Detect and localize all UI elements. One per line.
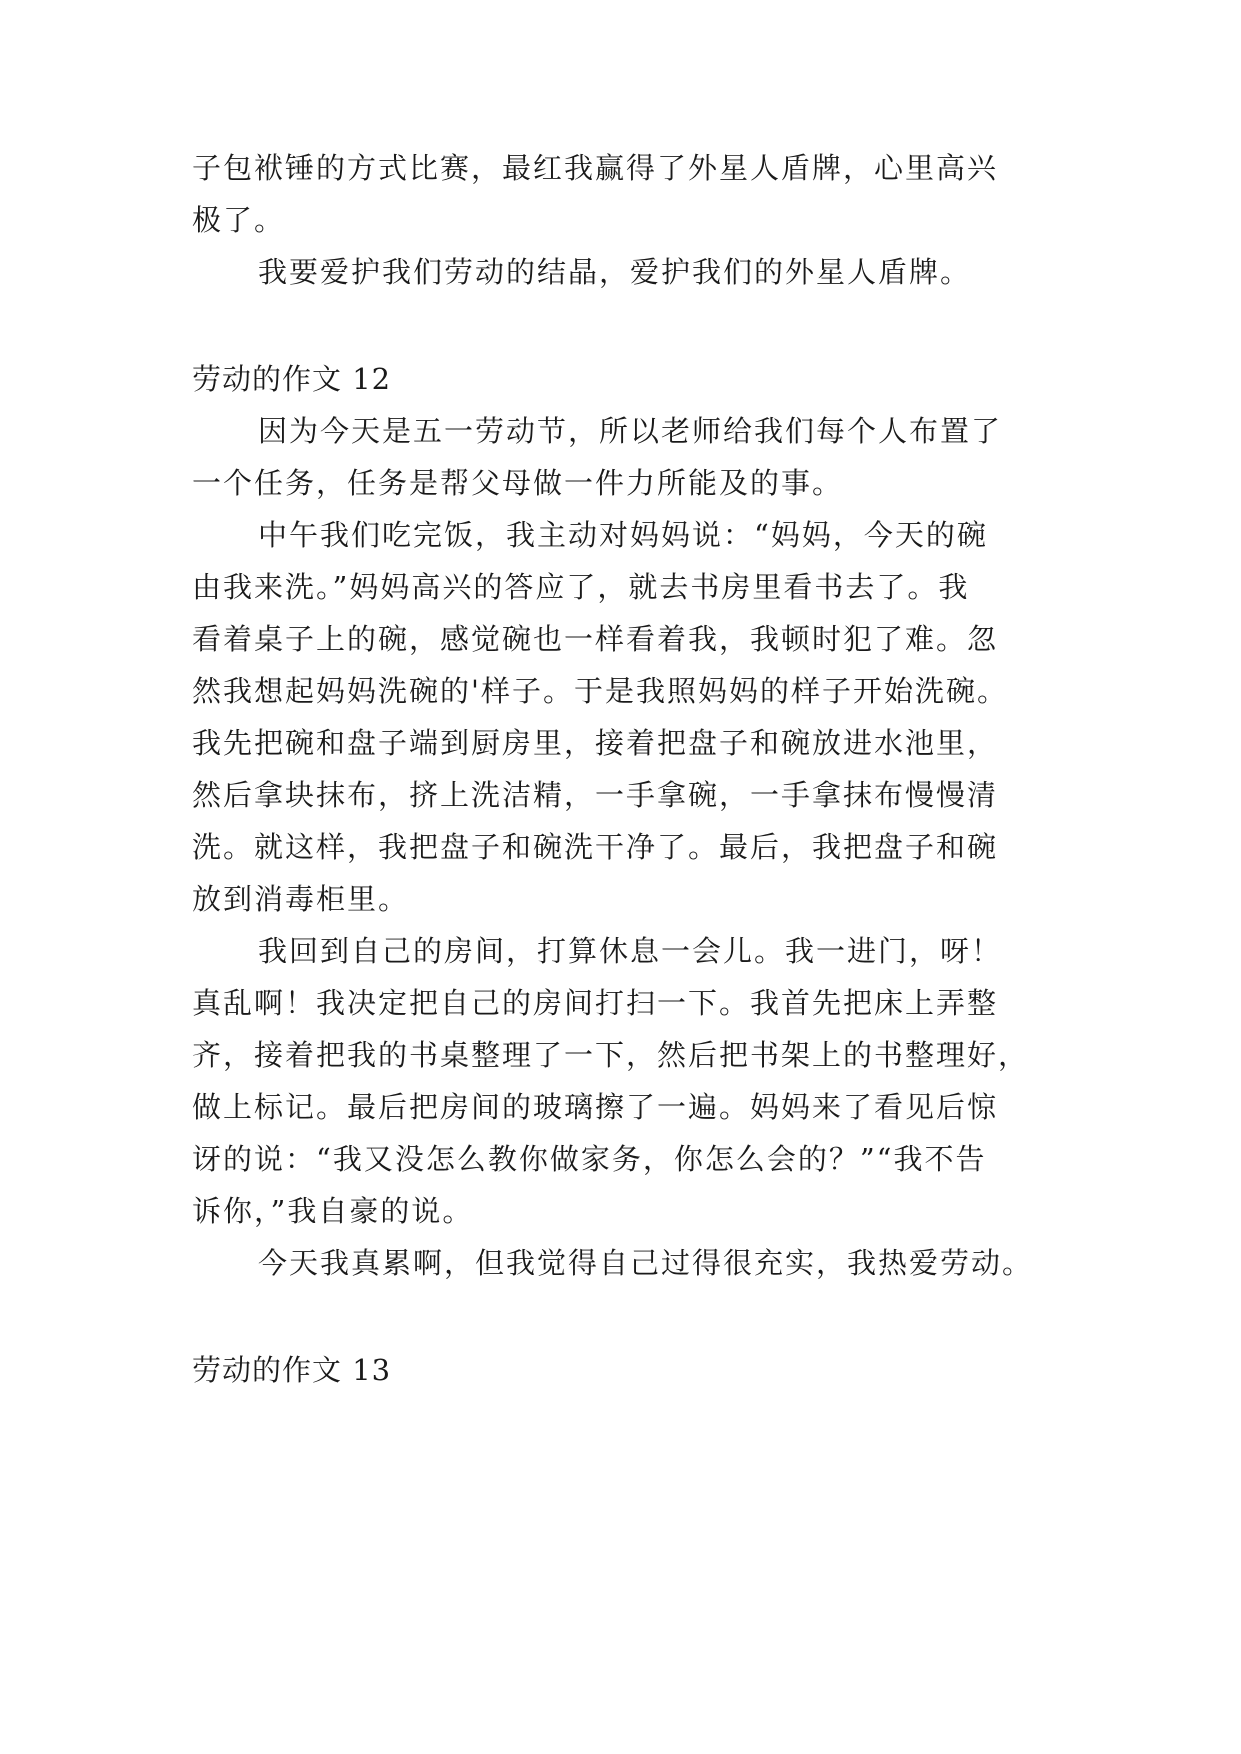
paragraph-line: 然后拿块抹布，挤上洗洁精，一手拿碗，一手拿抹布慢慢清 xyxy=(192,778,999,812)
paragraph-line: 看着桌子上的碗，感觉碗也一样看着我，我顿时犯了难。忽 xyxy=(192,622,999,656)
paragraph-line: 我先把碗和盘子端到厨房里，接着把盘子和碗放进水池里， xyxy=(192,726,999,760)
paragraph-line: 因为今天是五一劳动节，所以老师给我们每个人布置了 xyxy=(258,414,1003,448)
paragraph-line: 我回到自己的房间，打算休息一会儿。我一进门，呀！ xyxy=(258,934,1003,968)
paragraph-line: 讶的说：“我又没怎么教你做家务，你怎么会的？”“我不告 xyxy=(192,1142,987,1176)
paragraph-line: 子包袱锤的方式比赛，最红我赢得了外星人盾牌，心里高兴 xyxy=(192,151,999,185)
paragraph-line: 中午我们吃完饭，我主动对妈妈说：“妈妈，今天的碗 xyxy=(258,518,988,552)
paragraph-line: 今天我真累啊，但我觉得自己过得很充实，我热爱劳动。 xyxy=(258,1246,1034,1280)
paragraph-line: 一个任务，任务是帮父母做一件力所能及的事。 xyxy=(192,466,844,500)
paragraph-line: 洗。就这样，我把盘子和碗洗干净了。最后，我把盘子和碗 xyxy=(192,830,999,864)
paragraph-line: 做上标记。最后把房间的玻璃擦了一遍。妈妈来了看见后惊 xyxy=(192,1090,999,1124)
paragraph-line: 诉你，”我自豪的说。 xyxy=(192,1194,474,1228)
paragraph-line: 然我想起妈妈洗碗的'样子。于是我照妈妈的样子开始洗碗。 xyxy=(192,674,1008,708)
section-heading: 劳动的作文 13 xyxy=(192,1353,392,1387)
section-heading: 劳动的作文 12 xyxy=(192,362,392,396)
paragraph-line: 齐，接着把我的书桌整理了一下，然后把书架上的书整理好， xyxy=(192,1038,1030,1072)
paragraph-line: 由我来洗。”妈妈高兴的答应了，就去书房里看书去了。我 xyxy=(192,570,970,604)
paragraph-line: 放到消毒柜里。 xyxy=(192,882,410,916)
paragraph-line: 我要爱护我们劳动的结晶，爱护我们的外星人盾牌。 xyxy=(258,255,972,289)
paragraph-line: 真乱啊！我决定把自己的房间打扫一下。我首先把床上弄整 xyxy=(192,986,999,1020)
paragraph-line: 极了。 xyxy=(192,203,286,237)
